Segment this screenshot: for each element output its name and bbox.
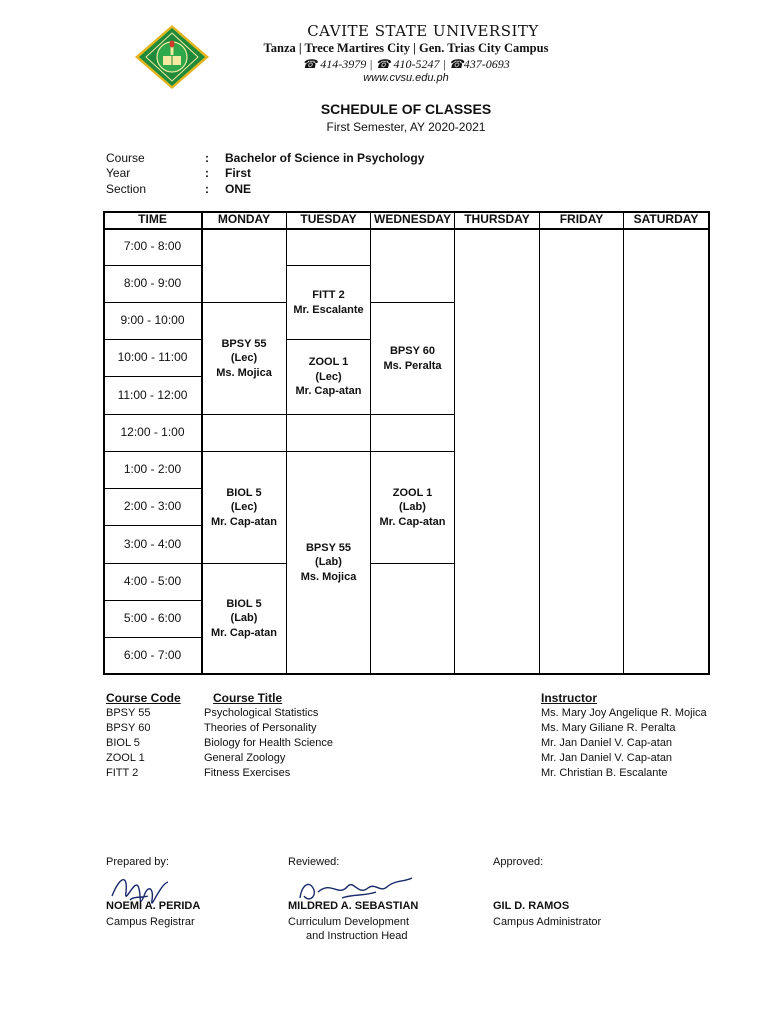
class-block-zool1-lec	[287, 340, 370, 414]
reviewed-by-label: Reviewed:	[288, 856, 340, 868]
website-link[interactable]: www.cvsu.edu.ph	[363, 72, 449, 84]
page-title: SCHEDULE OF CLASSES	[320, 101, 492, 117]
block-type: (Lec)	[315, 370, 342, 383]
course-title: Fitness Exercises	[204, 767, 291, 779]
section-label: Section	[106, 182, 147, 196]
class-block-fitt2	[287, 266, 370, 339]
time-slot: 10:00 - 11:00	[117, 350, 188, 364]
registrar-name: NOEMI A. PERIDA	[106, 900, 201, 912]
course-instructor: Ms. Mary Giliane R. Peralta	[541, 722, 676, 734]
block-code: ZOOL 1	[392, 486, 433, 499]
time-slot: 11:00 - 12:00	[117, 388, 188, 402]
year-label: Year	[106, 166, 131, 180]
course-code: FITT 2	[106, 767, 139, 779]
course-code: BPSY 60	[106, 722, 151, 734]
year-value: First	[225, 166, 252, 180]
class-block-bpsy55-lec	[202, 303, 286, 414]
header-thursday: THURSDAY	[464, 212, 530, 226]
time-slot: 8:00 - 9:00	[123, 276, 182, 290]
time-slot: 1:00 - 2:00	[123, 462, 182, 476]
block-code: BIOL 5	[226, 597, 262, 610]
semester-subtitle: First Semester, AY 2020-2021	[326, 120, 486, 134]
prepared-by-label: Prepared by:	[106, 856, 169, 868]
registrar-position: Campus Registrar	[106, 916, 195, 928]
administrator-position: Campus Administrator	[493, 916, 602, 928]
course-title: Psychological Statistics	[204, 707, 319, 719]
block-instructor: Ms. Mojica	[300, 570, 357, 583]
block-instructor: Mr. Cap-atan	[379, 515, 446, 528]
block-code: BPSY 60	[389, 345, 436, 357]
reviewer-position-line2: and Instruction Head	[306, 930, 408, 942]
time-slot: 2:00 - 3:00	[123, 499, 182, 513]
class-block-zool1-lab	[371, 452, 454, 563]
block-code: FITT 2	[312, 289, 345, 301]
block-instructor: Ms. Mojica	[216, 366, 272, 379]
class-block-biol5-lec	[202, 452, 286, 563]
course-label: Course	[106, 151, 145, 165]
course-instructor: Mr. Jan Daniel V. Cap-atan	[541, 752, 673, 764]
administrator-name: GIL D. RAMOS	[493, 900, 570, 912]
block-type: (Lab)	[399, 501, 426, 514]
block-type: (Lec)	[230, 501, 258, 514]
course-code: BIOL 5	[106, 737, 140, 749]
block-instructor: Mr. Cap-atan	[210, 626, 277, 639]
reviewer-position: Curriculum Development	[288, 916, 410, 928]
header-saturday: SATURDAY	[633, 212, 699, 226]
university-name: CAVITE STATE UNIVERSITY	[307, 22, 539, 40]
campus-list: Tanza | Trece Martires City | Gen. Trias City Campus	[263, 41, 549, 55]
block-code: BIOL 5	[226, 486, 262, 499]
block-code: ZOOL 1	[308, 356, 349, 369]
class-block-bpsy60	[371, 303, 454, 414]
time-slot: 3:00 - 4:00	[123, 537, 182, 551]
time-slot: 9:00 - 10:00	[120, 313, 185, 327]
instructor-header: Instructor	[541, 691, 598, 705]
header-time: TIME	[138, 212, 167, 226]
reviewer-name: MILDRED A. SEBASTIAN	[288, 900, 419, 912]
course-title: General Zoology	[204, 752, 286, 764]
section-colon: :	[205, 182, 209, 196]
course-value: Bachelor of Science in Psychology	[225, 151, 425, 165]
course-title: Theories of Personality	[204, 722, 317, 734]
course-instructor: Mr. Jan Daniel V. Cap-atan	[541, 737, 673, 749]
header-wednesday: WEDNESDAY	[374, 212, 451, 226]
header-monday: MONDAY	[217, 212, 271, 226]
time-slot: 6:00 - 7:00	[123, 648, 182, 662]
block-type: (Lab)	[230, 612, 258, 625]
time-slot: 12:00 - 1:00	[120, 425, 185, 439]
year-colon: :	[205, 166, 209, 180]
block-instructor: Mr. Cap-atan	[295, 385, 362, 398]
course-colon: :	[205, 151, 209, 165]
course-title: Biology for Health Science	[204, 737, 334, 749]
time-slot: 4:00 - 5:00	[123, 574, 182, 588]
section-value: ONE	[225, 182, 252, 196]
schedule-table	[103, 211, 710, 675]
block-code: BPSY 55	[221, 337, 267, 350]
time-slot: 5:00 - 6:00	[123, 611, 182, 625]
block-code: BPSY 55	[305, 541, 352, 554]
approved-by-label: Approved:	[493, 856, 544, 868]
phone-numbers: ☎ 414-3979 | ☎ 410-5247 | ☎437-0693	[302, 57, 510, 71]
course-code: BPSY 55	[106, 707, 151, 719]
header-tuesday: TUESDAY	[300, 212, 357, 226]
course-code: ZOOL 1	[106, 752, 145, 764]
block-instructor: Ms. Peralta	[383, 359, 442, 372]
time-slot: 7:00 - 8:00	[123, 239, 182, 253]
class-block-bpsy55-lab	[287, 452, 370, 673]
course-title-header: Course Title	[213, 691, 283, 705]
course-code-header: Course Code	[106, 691, 181, 705]
block-instructor: Mr. Cap-atan	[210, 515, 277, 528]
course-instructor: Ms. Mary Joy Angelique R. Mojica	[541, 707, 707, 719]
block-type: (Lec)	[230, 352, 258, 365]
class-block-biol5-lab	[202, 564, 286, 673]
course-instructor: Mr. Christian B. Escalante	[541, 767, 668, 779]
block-instructor: Mr. Escalante	[293, 303, 364, 316]
block-type: (Lab)	[315, 556, 342, 569]
header-friday: FRIDAY	[559, 212, 604, 226]
